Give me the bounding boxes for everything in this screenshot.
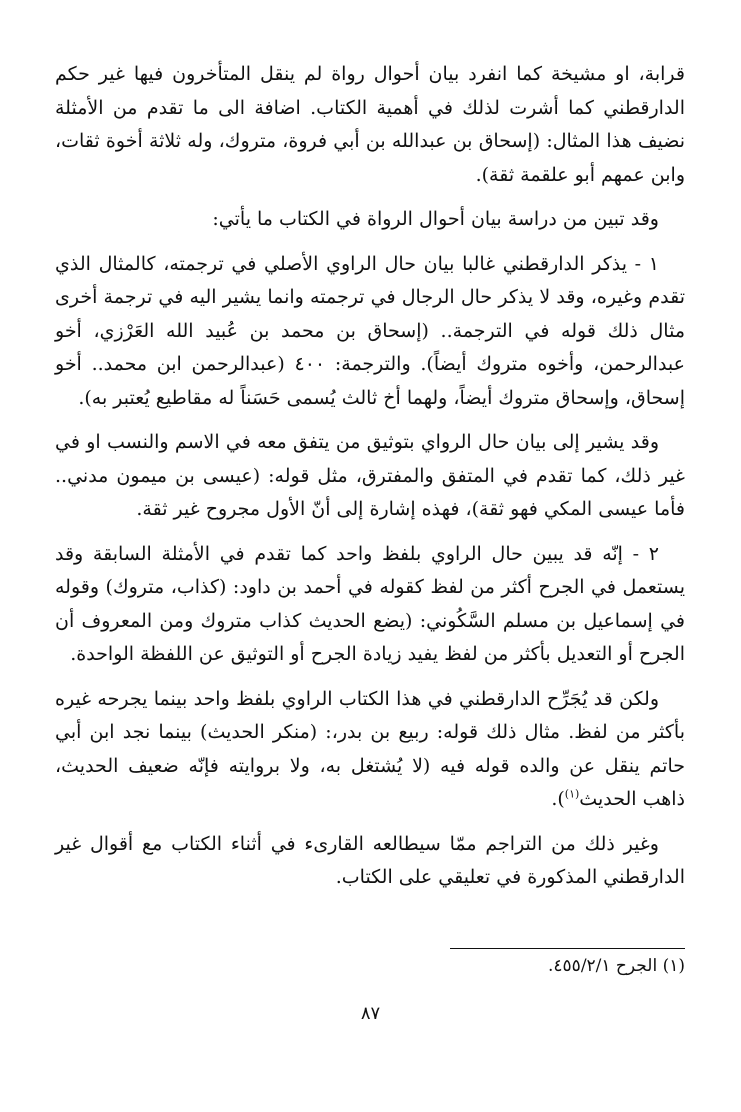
paragraph-3: ١ - يذكر الدارقطني غالبا بيان حال الراوي الأصلي في ترجمته، كالمثال الذي تقدم وغيره، وقد لا يذكر حال الرجال في ترجمته وانما يشير اليه في ترجمة أخرى مثال ذلك قوله في الترجمة.. (إسحاق بن محمد بن عُبيد الله العَرْزي، أخو عبدالرحمن، وأخوه متروك أيضاً). والترجمة: ٤٠٠ (عبدالرحمن ابن محمد.. أخو إسحاق، وإسحاق متروك أيضاً، ولهما أخ ثالث يُسمى حَسَناً له مقاطيع يُعتبر به). [55, 252, 685, 409]
footnote-reference[interactable]: (١) [564, 787, 580, 801]
footnote-marker: (١) [662, 956, 685, 976]
paragraph-6 [55, 683, 685, 817]
page-number: ٨٧ [360, 1003, 381, 1024]
paragraph-6-tail: ). [551, 788, 565, 810]
footnote-text: الجرح ٤٥٥/٢/١. [548, 956, 658, 976]
footnote [400, 953, 685, 979]
paragraph-7: وغير ذلك من التراجم ممّا سيطالعه القارىء في أثناء الكتاب مع أقوال غير الدارقطني المذكورة في تعليقي على الكتاب. [55, 832, 685, 888]
paragraph-2: وقد تبين من دراسة بيان أحوال الرواة في الكتاب ما يأتي: [212, 208, 659, 230]
footnote-divider [450, 948, 685, 949]
page-body [55, 58, 685, 906]
paragraph-4: وقد يشير إلى بيان حال الرواي بتوثيق من يتفق معه في الاسم والنسب او في غير ذلك، كما تقدم في المتفق والمفترق، مثل قوله: (عيسى بن ميمون مدني.. فأما عيسى المكي فهو ثقة)، فهذه إشارة إلى أنّ الأول مجروح غير ثقة. [55, 431, 685, 520]
paragraph-1: قرابة، او مشيخة كما انفرد بيان أحوال رواة لم ينقل المتأخرون فيها غير حكم الدارقطني كما أشرت لذلك في أهمية الكتاب. اضافة الى ما تقدم من الأمثلة نضيف هذا المثال: (إسحاق بن عبدالله بن أبي فروة، متروك، وله ثلاثة أخوة ثقات، وابن عمهم أبو علقمة ثقة). [55, 63, 685, 186]
paragraph-6-text: ولكن قد يُجَرِّح الدارقطني في هذا الكتاب الراوي بلفظ واحد بينما يجرحه غيره بأكثر من لفظ. مثال ذلك قوله: ربيع بن بدر،: (منكر الحديث) بينما نجد ابن أبي حاتم ينقل عن والده قوله فيه (لا يُشتغل به، ولا بروايته فإنّه ضعيف الحديث، ذاهب الحديث [55, 687, 685, 810]
paragraph-5: ٢ - إنّه قد يبين حال الراوي بلفظ واحد كما تقدم في الأمثلة السابقة وقد يستعمل في الجرح أكثر من لفظ كقوله في أحمد بن داود: (كذاب، متروك) وقوله في إسماعيل بن مسلم السَّكُوني: (يضع الحديث كذاب متروك ومن المعروف أن الجرح أو التعديل بأكثر من لفظ يفيد زيادة الجرح أو التوثيق عن اللفظة الواحدة. [55, 542, 685, 665]
